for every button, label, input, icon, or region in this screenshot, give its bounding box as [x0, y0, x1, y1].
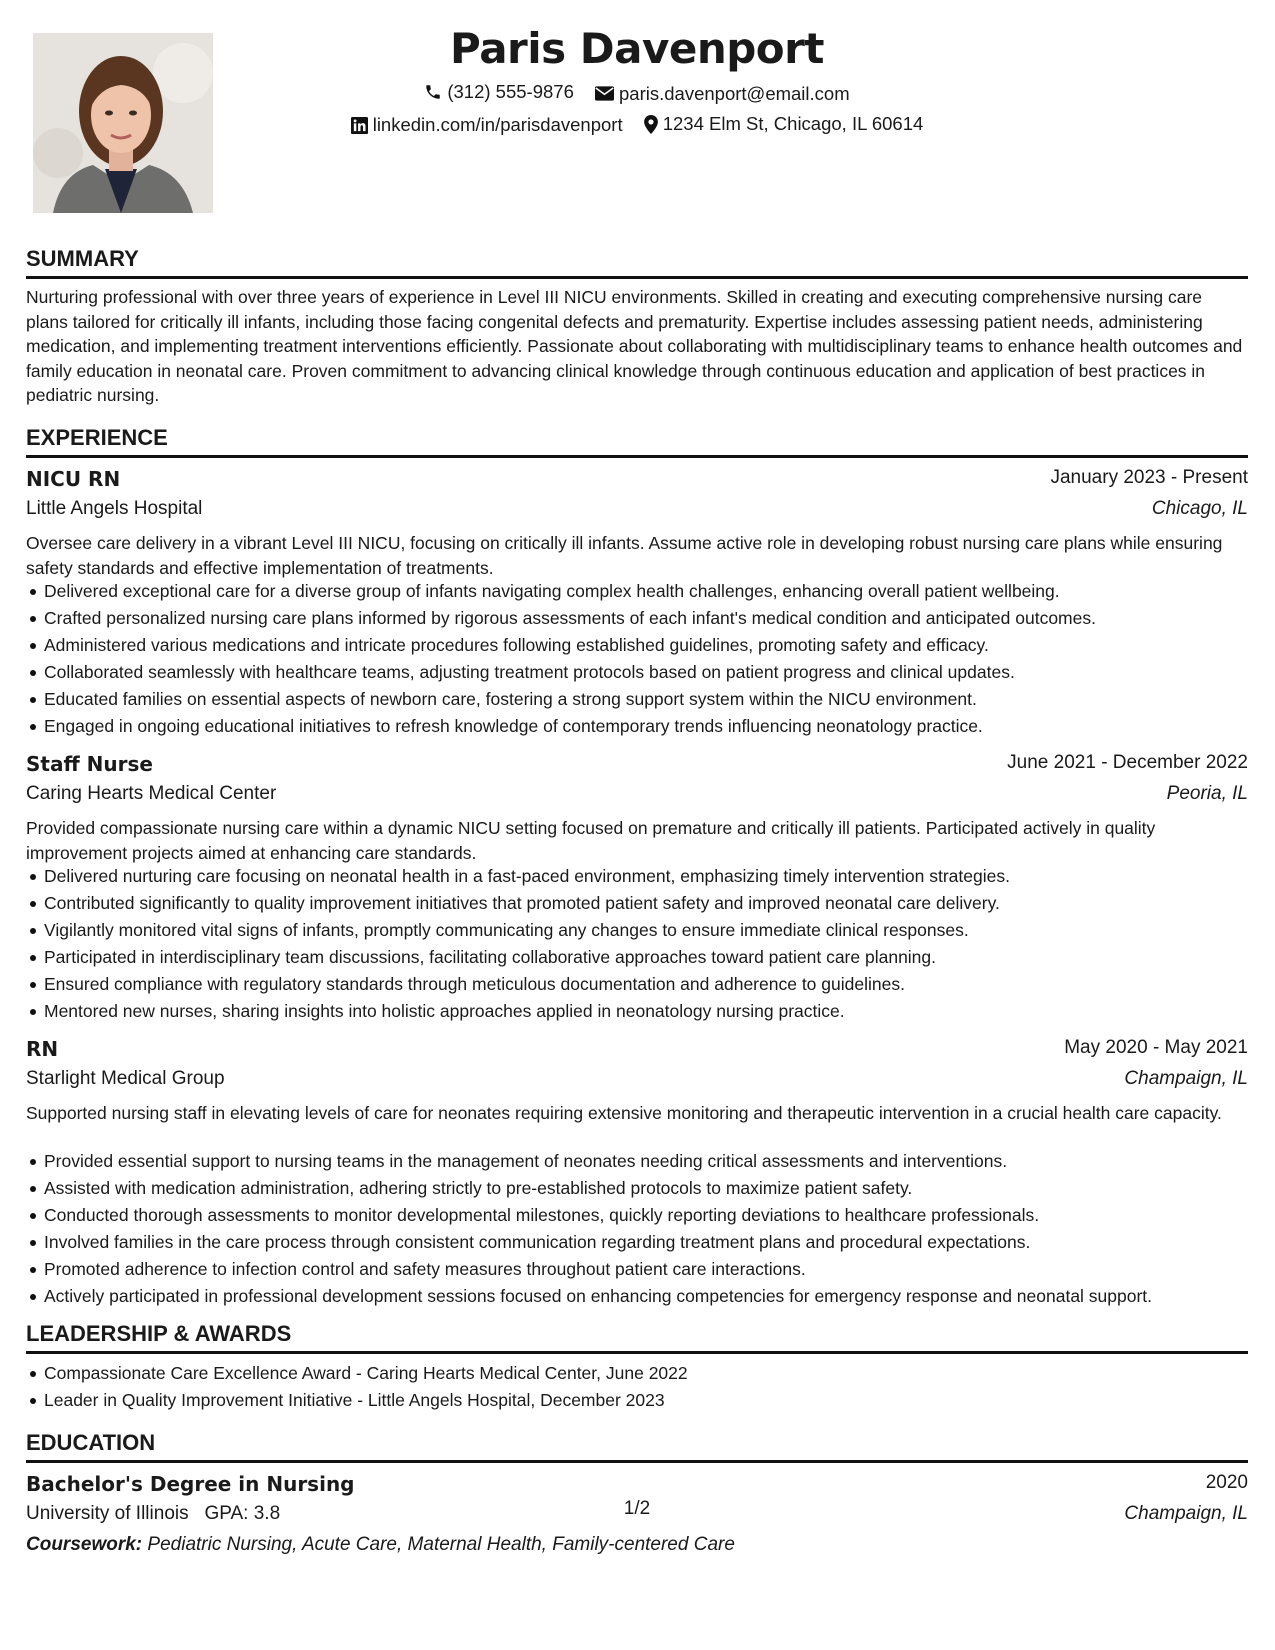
coursework-line	[26, 1533, 735, 1558]
list-item: Ensured compliance with regulatory standards through meticulous documentation and adherence to guidelines.	[44, 971, 1266, 998]
job-bullets	[26, 1148, 1266, 1310]
job-title: NICU RN	[26, 467, 121, 491]
list-item: Educated families on essential aspects of newborn care, fostering a strong support system within the NICU environment.	[44, 686, 1266, 713]
list-item: Involved families in the care process through consistent communication regarding treatment plans and procedural expectations.	[44, 1229, 1266, 1256]
school-location: Champaign, IL	[1124, 1503, 1248, 1524]
list-item: Collaborated seamlessly with healthcare teams, adjusting treatment protocols based on patient progress and clinical updates.	[44, 659, 1266, 686]
linkedin-icon	[351, 117, 368, 134]
job-description: Oversee care delivery in a vibrant Level III NICU, focusing on critically ill infants. Assume active role in developing robust nursing care plans while ensuring safety standards and effective implementation of treatments.	[26, 533, 1223, 578]
email-contact[interactable]	[595, 82, 850, 106]
degree-name: Bachelor's Degree in Nursing	[26, 1472, 355, 1496]
experience-heading: EXPERIENCE	[26, 424, 1248, 458]
list-item: Promoted adherence to infection control and safety measures throughout patient care interactions.	[44, 1256, 1266, 1283]
summary-text: Nurturing professional with over three years of experience in Level III NICU environments. Skilled in creating and executing comprehensive nursing care plans tailored for critically ill infants, including those facing congenital defects and prematurity. Expertise includes assessing patient needs, administering medication, and implementing treatment interventions efficiently. Passionate about collaborating with multidisciplinary teams to enhance health outcomes and family education in neonatal care. Proven commitment to advancing clinical knowledge through continuous education and application of best practices in pediatric nursing.	[26, 287, 1243, 405]
job-dates: January 2023 - Present	[1050, 467, 1248, 488]
graduation-year: 2020	[1205, 1472, 1248, 1493]
candidate-name: Paris Davenport	[450, 24, 824, 73]
resume-page	[26, 0, 1248, 1650]
list-item: Mentored new nurses, sharing insights into holistic approaches applied in neonatology nursing practice.	[44, 998, 1266, 1025]
list-item: Delivered exceptional care for a diverse group of infants navigating complex health challenges, enhancing overall patient wellbeing.	[44, 578, 1266, 605]
job-title: Staff Nurse	[26, 752, 153, 776]
job-company: Caring Hearts Medical Center	[26, 783, 277, 804]
job-dates: May 2020 - May 2021	[1064, 1037, 1248, 1058]
school-name: University of Illinois	[26, 1503, 189, 1524]
job-company: Little Angels Hospital	[26, 498, 203, 519]
list-item: Conducted thorough assessments to monitor developmental milestones, quickly reporting deviations to healthcare professionals.	[44, 1202, 1266, 1229]
coursework-list: Pediatric Nursing, Acute Care, Maternal Health, Family-centered Care	[147, 1534, 735, 1555]
awards-list	[26, 1360, 1266, 1414]
list-item: Actively participated in professional development sessions focused on enhancing competencies for emergency response and neonatal support.	[44, 1283, 1266, 1310]
list-item: Compassionate Care Excellence Award - Caring Hearts Medical Center, June 2022	[44, 1360, 1266, 1387]
list-item: Crafted personalized nursing care plans informed by rigorous assessments of each infant's medical condition and anticipated outcomes.	[44, 605, 1266, 632]
list-item: Administered various medications and intricate procedures following established guidelines, promoting safety and efficacy.	[44, 632, 1266, 659]
job-location: Peoria, IL	[1166, 783, 1248, 804]
gpa: GPA: 3.8	[204, 1503, 281, 1524]
job-title: RN	[26, 1037, 59, 1061]
list-item: Leader in Quality Improvement Initiative - Little Angels Hospital, December 2023	[44, 1387, 1266, 1414]
phone-contact	[424, 80, 574, 104]
phone-number: (312) 555-9876	[447, 81, 574, 102]
linkedin-url[interactable]: linkedin.com/in/parisdavenport	[372, 114, 623, 135]
job-description: Provided compassionate nursing care within a dynamic NICU setting focused on premature and critically ill patients. Participated actively in quality improvement projects aimed at enhancing care standards.	[26, 818, 1156, 863]
education-heading: EDUCATION	[26, 1429, 1248, 1463]
list-item: Assisted with medication administration, adhering strictly to pre-established protocols to maximize patient safety.	[44, 1175, 1266, 1202]
contact-line-1	[26, 80, 1248, 107]
list-item: Provided essential support to nursing teams in the management of neonates needing critical assessments and interventions.	[44, 1148, 1266, 1175]
map-pin-icon	[644, 115, 658, 134]
list-item: Engaged in ongoing educational initiatives to refresh knowledge of contemporary trends influencing neonatology practice.	[44, 713, 1266, 740]
job-bullets	[26, 578, 1266, 740]
street-address: 1234 Elm St, Chicago, IL 60614	[662, 113, 924, 134]
leadership-heading: LEADERSHIP & AWARDS	[26, 1320, 1248, 1354]
address-contact	[644, 112, 924, 136]
job-location: Champaign, IL	[1124, 1068, 1248, 1089]
linkedin-contact[interactable]	[351, 113, 623, 137]
list-item: Participated in interdisciplinary team discussions, facilitating collaborative approaches toward patient care planning.	[44, 944, 1266, 971]
job-description: Supported nursing staff in elevating levels of care for neonates requiring extensive monitoring and therapeutic intervention in a crucial health care capacity.	[26, 1103, 1222, 1123]
job-location: Chicago, IL	[1151, 498, 1248, 519]
page-number: 1/2	[623, 1498, 651, 1519]
summary-heading: SUMMARY	[26, 245, 1248, 279]
envelope-icon	[595, 86, 614, 101]
list-item: Vigilantly monitored vital signs of infants, promptly communicating any changes to ensure immediate clinical responses.	[44, 917, 1266, 944]
contact-line-2	[26, 112, 1248, 140]
coursework-label: Coursework:	[26, 1534, 143, 1555]
job-company: Starlight Medical Group	[26, 1068, 225, 1089]
email-address[interactable]: paris.davenport@email.com	[619, 82, 850, 104]
list-item: Delivered nurturing care focusing on neonatal health in a fast-paced environment, emphasizing timely intervention strategies.	[44, 863, 1266, 890]
job-dates: June 2021 - December 2022	[1007, 752, 1248, 773]
phone-icon	[424, 83, 442, 101]
list-item: Contributed significantly to quality improvement initiatives that promoted patient safety and improved neonatal care delivery.	[44, 890, 1266, 917]
job-bullets	[26, 863, 1266, 1025]
